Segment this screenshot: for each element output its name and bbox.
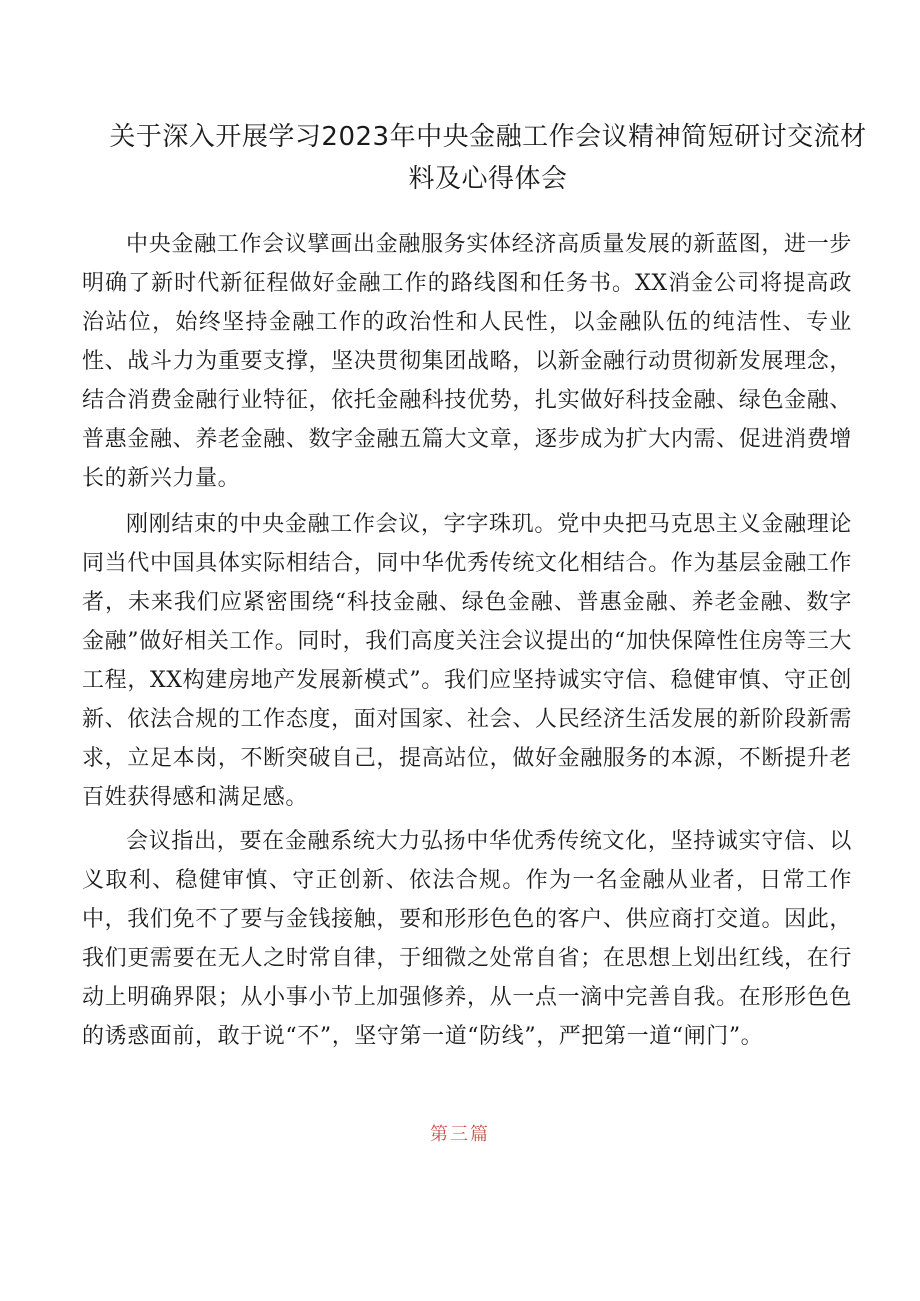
paragraph-1: 中央金融工作会议擘画出金融服务实体经济高质量发展的新蓝图，进一步明确了新时代新征程做好金融工作的路线图和任务书。XX消金公司将提高政治站位，始终坚持金融工作的政治性和人民性，以金融队伍的纯洁性、专业性、战斗力为重要支撑，坚决贯彻集团战略，以新金融行动贯彻新发展理念，结合消费金融行业特征，依托金融科技优势，扎实做好科技金融、绿色金融、普惠金融、养老金融、数字金融五篇大文章，逐步成为扩大内需、促进消费增长的新兴力量。 bbox=[82, 232, 852, 491]
section-label: 第三篇 bbox=[430, 1124, 490, 1145]
paragraph-2: 刚刚结束的中央金融工作会议，字字珠玑。党中央把马克思主义金融理论同当代中国具体实际相结合，同中华优秀传统文化相结合。作为基层金融工作者，未来我们应紧密围绕“科技金融、绿色金融、普惠金融、养老金融、数字金融”做好相关工作。同时，我们高度关注会议提出的“加快保障性住房等三大工程，XX构建房地产发展新模式”。我们应坚持诚实守信、稳健审慎、守正创新、依法合规的工作态度，面对国家、社会、人民经济生活发展的新阶段新需求，立足本岗，不断突破自己，提高站位，做好金融服务的本源，不断提升老百姓获得感和满足感。 bbox=[82, 512, 852, 810]
document-title: 关于深入开展学习2023年中央金融工作会议精神简短研讨交流材料及心得体会 bbox=[109, 122, 867, 194]
paragraph-3: 会议指出，要在金融系统大力弘扬中华优秀传统文化，坚持诚实守信、以义取利、稳健审慎、守正创新、依法合规。作为一名金融从业者，日常工作中，我们免不了要与金钱接触，要和形形色色的客户、供应商打交道。因此，我们更需要在无人之时常自律，于细微之处常自省；在思想上划出红线，在行动上明确界限；从小事小节上加强修养，从一点一滴中完善自我。在形形色色的诱惑面前，敢于说“不”，坚守第一道“防线”，严把第一道“闸门”。 bbox=[82, 829, 852, 1049]
